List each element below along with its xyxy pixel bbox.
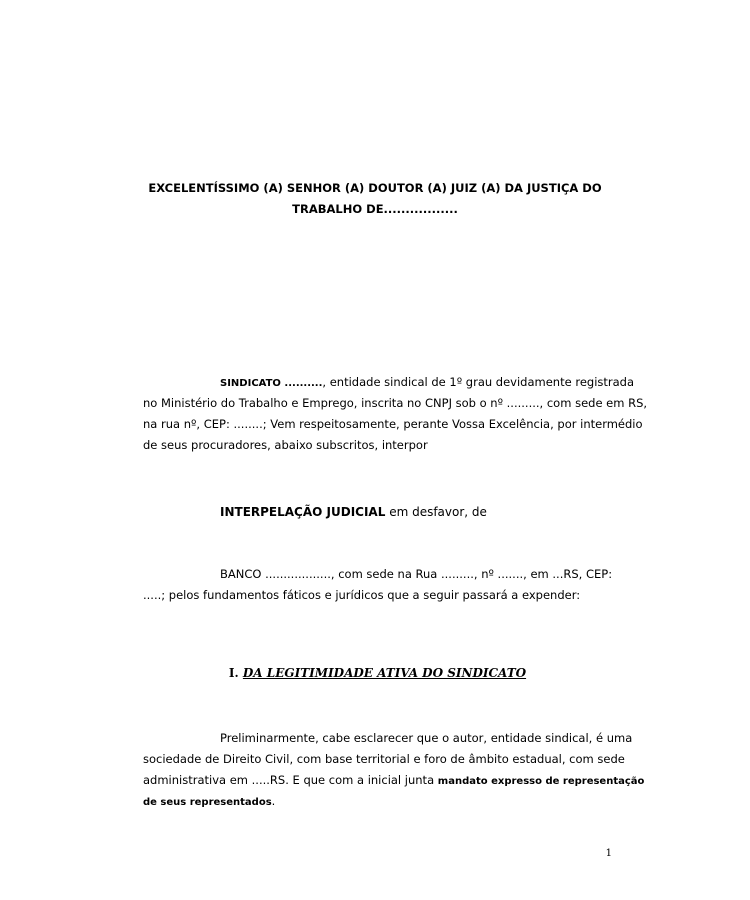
intro-line-1 bbox=[143, 372, 635, 393]
defendant-line-1-text: , com sede na Rua ........., nº ......., em ...RS, CEP: bbox=[330, 567, 613, 581]
defendant-line-2: .....; pelos fundamentos fáticos e jurídicos que a seguir passará a expender: bbox=[143, 588, 581, 602]
preliminary-line-3-text: administrativa em .....RS. E que com a inicial junta bbox=[143, 773, 438, 787]
section-heading bbox=[143, 666, 612, 680]
mandate-emphasis: mandato expresso de representação bbox=[437, 776, 645, 787]
plaintiff-name: SINDICATO .......... bbox=[220, 378, 323, 389]
intro-line-3: na rua nº, CEP: ........; Vem respeitosamente, perante Vossa Excelência, por intermédio bbox=[143, 417, 643, 431]
court-heading-line-1: EXCELENTÍSSIMO (A) SENHOR (A) DOUTOR (A) JUIZ (A) DA JUSTIÇA DO bbox=[148, 181, 602, 195]
action-line bbox=[143, 502, 612, 523]
intro-line-1-text: , entidade sindical de 1º grau devidamente registrada bbox=[322, 375, 635, 389]
court-heading-line-2: TRABALHO DE................. bbox=[292, 202, 458, 216]
action-title: INTERPELAÇÃO JUDICIAL bbox=[220, 505, 386, 519]
page-number: 1 bbox=[605, 848, 612, 859]
preliminary-line-4 bbox=[143, 791, 612, 812]
represented-emphasis: de seus representados bbox=[143, 797, 272, 808]
preliminary-line-3 bbox=[143, 770, 645, 791]
defendant-name: BANCO .................. bbox=[220, 567, 331, 581]
defendant-paragraph bbox=[143, 564, 612, 606]
action-text: em desfavor, de bbox=[385, 505, 487, 519]
intro-line-4: de seus procuradores, abaixo subscritos, interpor bbox=[143, 438, 428, 452]
court-heading bbox=[120, 178, 630, 220]
preliminary-period: . bbox=[271, 794, 276, 808]
defendant-line-1 bbox=[143, 564, 612, 585]
section-number: I. bbox=[228, 666, 239, 680]
preliminary-line-2: sociedade de Direito Civil, com base territorial e foro de âmbito estadual, com sede bbox=[143, 752, 625, 766]
intro-line-2: no Ministério do Trabalho e Emprego, inscrita no CNPJ sob o nº ........., com sede em RS, bbox=[143, 396, 648, 410]
preliminary-paragraph bbox=[143, 728, 645, 812]
action-paragraph bbox=[143, 502, 612, 523]
section-title: DA LEGITIMIDADE ATIVA DO SINDICATO bbox=[242, 666, 527, 680]
preliminary-line-1: Preliminarmente, cabe esclarecer que o autor, entidade sindical, é uma bbox=[220, 731, 633, 745]
intro-paragraph bbox=[143, 372, 648, 456]
